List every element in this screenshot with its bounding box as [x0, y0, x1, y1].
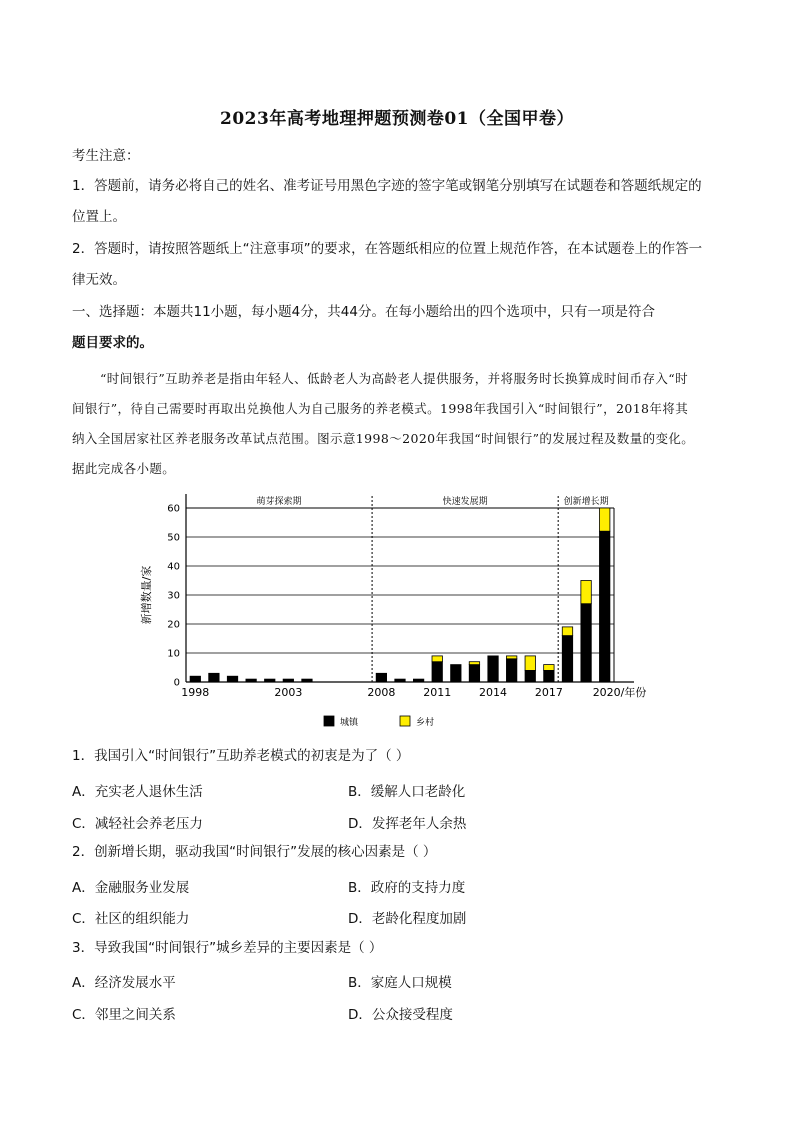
bar-segment — [599, 508, 609, 531]
bar-segment — [432, 662, 442, 682]
bar-segment — [302, 679, 312, 682]
x-tick-label: 2011 — [423, 686, 452, 699]
y-tick-label: 60 — [167, 503, 180, 515]
material-line-3: 纳入全国居家社区养老服务改革试点范围。图示意1998～2020年我国“时间银行”的发展过程及数量的变化。 — [72, 431, 695, 446]
x-tick-label: 2003 — [274, 686, 303, 699]
bar-segment — [227, 676, 237, 682]
bar-segment — [209, 673, 219, 682]
page-title: 2023年高考地理押题预测卷01（全国甲卷） — [220, 109, 574, 129]
notice-item-2-line-1: 2．答题时，请按照答题纸上“注意事项”的要求，在答题纸相应的位置上规范作答，在本试题卷上的作答一 — [72, 241, 703, 257]
question-2-option-c[interactable]: C．社区的组织能力 — [72, 911, 190, 927]
section-heading-line-1: 一、选择题：本题共11小题，每小题4分，共44分。在每小题给出的四个选项中，只有一项是符合 — [72, 304, 655, 320]
period-label: 快速发展期 — [442, 497, 488, 507]
y-tick-label: 0 — [173, 677, 180, 689]
question-1-stem: 1．我国引入“时间银行”互助养老模式的初衷是为了（ ） — [72, 748, 410, 764]
question-3-stem: 3．导致我国“时间银行”城乡差异的主要因素是（ ） — [72, 940, 383, 956]
question-2-option-a[interactable]: A．金融服务业发展 — [72, 880, 190, 896]
bar-segment — [265, 679, 275, 682]
x-tick-label: 2017 — [534, 686, 563, 699]
bar-segment — [451, 665, 461, 682]
question-1-option-a[interactable]: A．充实老人退休生活 — [72, 784, 203, 800]
material-line-1: “时间银行”互助养老是指由年轻人、低龄老人为高龄老人提供服务，并将服务时长换算成时间币存入“时 — [100, 371, 688, 386]
time-bank-bar-chart — [130, 490, 670, 740]
material-line-2: 间银行”，待自己需要时再取出兑换他人为自己服务的养老模式。1998年我国引入“时间银行”，2018年将其 — [72, 401, 689, 416]
question-3-option-c[interactable]: C．邻里之间关系 — [72, 1007, 176, 1023]
y-axis-label: 新增数量/家 — [140, 565, 153, 625]
bar-segment — [525, 670, 535, 682]
bar-segment — [525, 656, 535, 671]
question-1-option-b[interactable]: B．缓解人口老龄化 — [348, 784, 466, 800]
period-label: 萌芽探索期 — [256, 497, 302, 507]
bar-segment — [246, 679, 256, 682]
notice-item-1-line-2: 位置上。 — [72, 209, 126, 225]
bar-segment — [562, 636, 572, 682]
question-3-option-d[interactable]: D．公众接受程度 — [348, 1007, 453, 1023]
material-line-4: 据此完成各小题。 — [72, 461, 176, 476]
bar-segment — [413, 679, 423, 682]
section-heading-line-2: 题目要求的。 — [72, 335, 153, 351]
bar-segment — [488, 656, 498, 682]
question-3-option-a[interactable]: A．经济发展水平 — [72, 975, 176, 991]
question-1-option-c[interactable]: C．减轻社会养老压力 — [72, 816, 203, 832]
notice-item-2-line-2: 律无效。 — [72, 272, 126, 288]
bar-segment — [395, 679, 405, 682]
bar-segment — [283, 679, 293, 682]
bar-segment — [469, 662, 479, 665]
notice-heading: 考生注意： — [72, 148, 140, 164]
bar-segment — [506, 656, 516, 659]
y-tick-label: 10 — [167, 648, 180, 660]
bar-segment — [544, 665, 554, 671]
question-2-option-b[interactable]: B．政府的支持力度 — [348, 880, 466, 896]
bar-segment — [562, 627, 572, 636]
bar-segment — [432, 656, 442, 662]
bar-segment — [469, 665, 479, 682]
x-tick-label: 2020/年份 — [592, 686, 647, 699]
period-label: 创新增长期 — [563, 497, 609, 507]
x-tick-label: 2014 — [479, 686, 508, 699]
bar-segment — [376, 673, 386, 682]
question-1-option-d[interactable]: D．发挥老年人余热 — [348, 816, 467, 832]
y-tick-label: 50 — [167, 532, 180, 544]
legend-swatch — [400, 716, 410, 726]
x-tick-label: 1998 — [181, 686, 210, 699]
bar-segment — [190, 676, 200, 682]
question-3-option-b[interactable]: B．家庭人口规模 — [348, 975, 452, 991]
bar-segment — [581, 604, 591, 682]
question-2-option-d[interactable]: D．老龄化程度加剧 — [348, 911, 467, 927]
legend-swatch — [324, 716, 334, 726]
bar-segment — [506, 659, 516, 682]
y-tick-label: 30 — [167, 590, 180, 602]
notice-item-1-line-1: 1．答题前，请务必将自己的姓名、准考证号用黑色字迹的签字笔或钢笔分别填写在试题卷和答题纸规定的 — [72, 178, 702, 194]
question-2-stem: 2．创新增长期，驱动我国“时间银行”发展的核心因素是（ ） — [72, 844, 437, 860]
bar-segment — [599, 531, 609, 682]
x-tick-label: 2008 — [367, 686, 396, 699]
legend-label: 城镇 — [340, 718, 359, 728]
y-tick-label: 20 — [167, 619, 180, 631]
legend-label: 乡村 — [416, 718, 435, 728]
y-tick-label: 40 — [167, 561, 180, 573]
bar-segment — [581, 581, 591, 604]
bar-segment — [544, 670, 554, 682]
